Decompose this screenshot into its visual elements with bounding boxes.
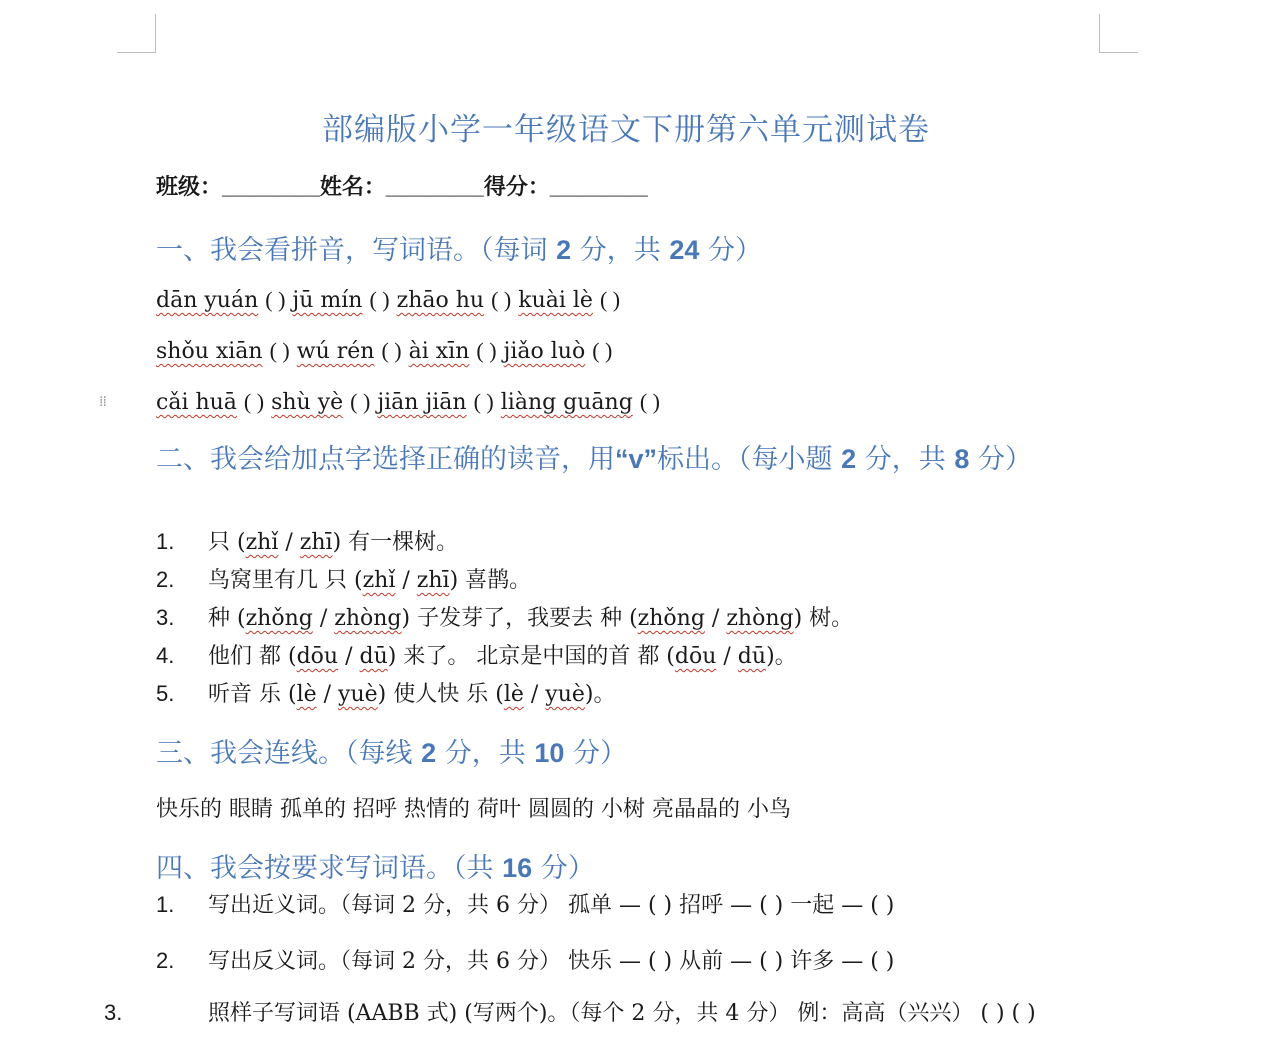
answer-blank[interactable]: ( ): [599, 287, 621, 312]
section-3-points-total: 10: [534, 738, 565, 768]
separator: /: [278, 530, 300, 555]
item-text: 写出反义词。（每词 2 分，共 6 分） 快乐 — ( ) 从前 — ( ) 许多 — ( ): [208, 949, 895, 974]
section-1-heading-end: 分）: [707, 235, 762, 266]
section-1-points-total: 24: [669, 235, 700, 265]
matching-words-line: 快乐的 眼睛 孤单的 招呼 热情的 荷叶 圆圆的 小树 亮晶晶的 小鸟: [156, 797, 791, 822]
item-number: 5.: [156, 681, 175, 706]
list-item: [156, 944, 894, 975]
section-4-heading-end: 分）: [540, 853, 595, 884]
pinyin-word: dān yuán: [156, 288, 259, 313]
pinyin-row-1: [156, 287, 620, 313]
separator: /: [312, 606, 335, 631]
section-2-heading-mid: 标出。（每小题: [657, 444, 833, 475]
separator: /: [395, 568, 417, 593]
pinyin-word: ài xīn: [408, 339, 470, 364]
pinyin-option[interactable]: yuè: [545, 682, 585, 707]
pinyin-option[interactable]: zhī: [299, 530, 333, 555]
pinyin-word: shǒu xiān: [156, 339, 263, 364]
pinyin-option[interactable]: zhòng: [334, 606, 402, 631]
list-item: [156, 888, 894, 919]
section-2-mark: “v”: [615, 444, 658, 474]
pinyin-row-2: [156, 338, 612, 364]
answer-blank[interactable]: ( ): [265, 287, 286, 312]
list-item: [156, 525, 458, 556]
item-text: 种 (: [208, 606, 246, 631]
section-1-heading-text: 一、我会看拼音，写词语。（每词: [156, 235, 548, 266]
pinyin-option[interactable]: dōu: [296, 644, 339, 669]
item-number: 3.: [156, 605, 175, 630]
pinyin-word: zhāo hu: [396, 288, 485, 313]
pinyin-option[interactable]: zhī: [416, 568, 450, 593]
section-3-heading-mid: 分，共: [444, 738, 526, 769]
item-text: ) 喜鹊。: [449, 568, 532, 593]
pinyin-option[interactable]: zhǐ: [362, 568, 396, 593]
name-blank[interactable]: ________: [385, 174, 484, 199]
answer-blank[interactable]: ( ): [639, 389, 660, 414]
pinyin-word: kuài lè: [518, 288, 593, 313]
pinyin-word: jiān jiān: [377, 390, 467, 415]
answer-blank[interactable]: ( ): [473, 389, 494, 414]
pinyin-option[interactable]: dū: [737, 644, 767, 669]
pinyin-option[interactable]: zhǒng: [245, 606, 313, 631]
section-3-heading-end: 分）: [572, 738, 627, 769]
item-number: 2.: [156, 567, 175, 592]
list-item: [156, 677, 616, 708]
pinyin-option[interactable]: zhǒng: [637, 606, 705, 631]
item-text: 听音 乐 (: [208, 682, 297, 707]
item-text: )。: [584, 682, 616, 707]
item-number: 4.: [156, 643, 175, 668]
section-3-points-each: 2: [421, 738, 437, 768]
pinyin-word: liàng guāng: [500, 390, 633, 415]
section-4-heading-text: 四、我会按要求写词语。（共: [156, 853, 494, 884]
section-2-points-total: 8: [954, 444, 970, 474]
section-2-heading-mid2: 分，共: [864, 444, 946, 475]
answer-blank[interactable]: ( ): [491, 287, 512, 312]
section-2-heading-end: 分）: [977, 444, 1032, 475]
pinyin-option[interactable]: dōu: [674, 644, 717, 669]
section-1-heading-mid: 分，共: [579, 235, 661, 266]
answer-blank[interactable]: ( ): [350, 389, 371, 414]
document-title: 部编版小学一年级语文下册第六单元测试卷: [322, 112, 930, 148]
separator: /: [523, 682, 546, 707]
list-item: [104, 996, 1108, 1030]
section-2-heading-text: 二、我会给加点字选择正确的读音，用: [156, 444, 615, 475]
separator: /: [338, 644, 360, 669]
item-text: ) 子发芽了，我要去 种 (: [401, 606, 638, 631]
pinyin-option[interactable]: zhǐ: [245, 530, 279, 555]
pinyin-option[interactable]: lè: [296, 682, 317, 707]
item-text: ) 有一棵树。: [332, 530, 459, 555]
pinyin-option[interactable]: lè: [503, 682, 524, 707]
item-text: ) 来了。 北京是中国的首 都 (: [387, 644, 675, 669]
separator: /: [704, 606, 727, 631]
pinyin-row-3: [156, 389, 660, 415]
list-item: [156, 601, 853, 632]
class-label: 班级：: [156, 174, 223, 200]
pinyin-word: jū mín: [292, 288, 363, 313]
pinyin-option[interactable]: dū: [359, 644, 388, 669]
answer-blank[interactable]: ( ): [243, 389, 265, 414]
answer-blank[interactable]: ( ): [269, 338, 290, 363]
item-number: 1.: [156, 529, 175, 554]
item-text: ) 使人快 乐 (: [377, 682, 504, 707]
item-text: )。: [766, 644, 797, 669]
class-blank[interactable]: ________: [222, 174, 320, 199]
pinyin-word: wú rén: [296, 339, 375, 364]
section-3-heading: [156, 731, 627, 770]
item-text: 照样子写词语 (AABB 式) (写两个)。（每个 2 分，共 4 分） 例：高高（兴兴） ( ) ( ): [208, 1001, 1036, 1026]
separator: /: [716, 644, 738, 669]
answer-blank[interactable]: ( ): [381, 338, 402, 363]
pinyin-word: cǎi huā: [156, 390, 237, 415]
item-number: 1.: [156, 892, 175, 917]
page-corner-top-left: [117, 14, 156, 53]
section-1-heading: [156, 228, 762, 267]
item-number: 3.: [104, 1000, 123, 1025]
answer-blank[interactable]: ( ): [592, 338, 613, 363]
pinyin-word: jiǎo luò: [503, 339, 586, 364]
item-text: 鸟窝里有几 只 (: [208, 568, 363, 593]
section-4-heading: [156, 846, 595, 885]
section-4-points-total: 16: [502, 853, 533, 883]
pinyin-word: shù yè: [271, 390, 344, 415]
score-label: 得分：: [483, 174, 550, 200]
section-2-points-each: 2: [841, 444, 857, 474]
list-item: [156, 563, 531, 594]
separator: /: [316, 682, 339, 707]
drag-handle-icon[interactable]: ⁞⁞: [99, 394, 106, 410]
section-1-points-each: 2: [556, 235, 572, 265]
list-item: [156, 639, 797, 670]
item-text: 只 (: [208, 530, 246, 555]
section-2-heading: [156, 440, 1096, 479]
item-text: 写出近义词。（每词 2 分，共 6 分） 孤单 — ( ) 招呼 — ( ) 一起 — ( ): [208, 893, 895, 918]
item-text: 他们 都 (: [208, 644, 297, 669]
pinyin-option[interactable]: zhòng: [726, 606, 794, 631]
name-label: 姓名：: [319, 174, 386, 200]
section-3-heading-text: 三、我会连线。（每线: [156, 738, 413, 769]
item-text: ) 树。: [793, 606, 854, 631]
item-number: 2.: [156, 948, 175, 973]
answer-blank[interactable]: ( ): [476, 338, 497, 363]
score-blank[interactable]: ________: [549, 174, 648, 199]
page-corner-top-right: [1099, 14, 1138, 53]
answer-blank[interactable]: ( ): [369, 287, 390, 312]
pinyin-option[interactable]: yuè: [338, 682, 378, 707]
student-info-line: [156, 170, 648, 201]
